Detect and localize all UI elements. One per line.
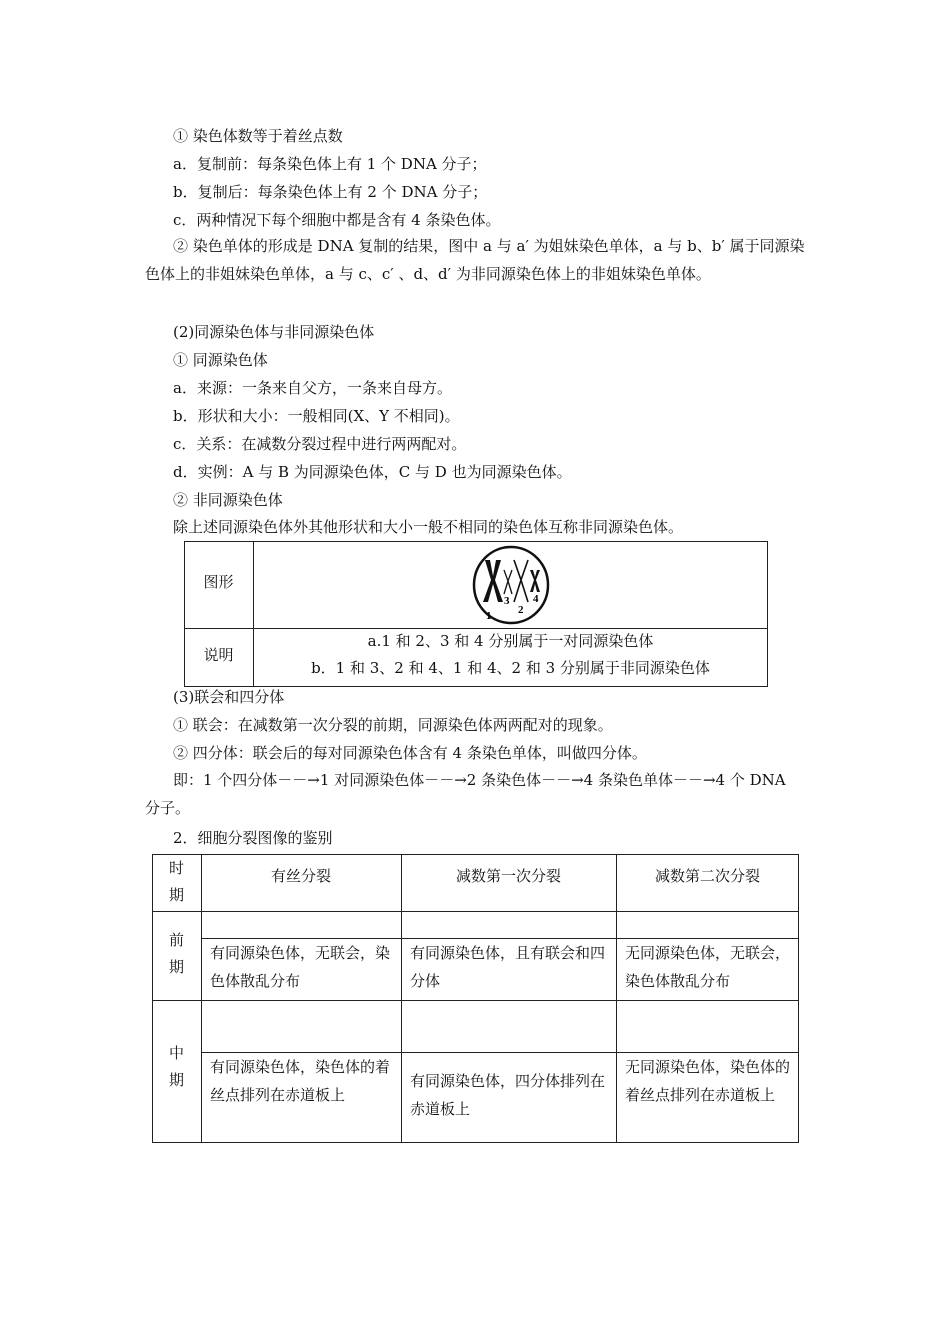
text-line: ① 联会：在减数第一次分裂的前期，同源染色体两两配对的现象。 bbox=[173, 716, 613, 734]
table-cell: 有同源染色体，无联会，染色体散乱分布 bbox=[210, 944, 391, 990]
table-row-label bbox=[152, 1040, 201, 1094]
text-line: ② 四分体：联会后的每对同源染色体含有 4 条染色单体，叫做四分体。 bbox=[173, 744, 647, 762]
row-label-text: 中期 bbox=[168, 1044, 184, 1089]
table-row-label: 图形 bbox=[203, 573, 234, 591]
text-line: c．两种情况下每个细胞中都是含有 4 条染色体。 bbox=[173, 211, 501, 229]
table-cell: 有同源染色体，且有联会和四分体 bbox=[410, 944, 606, 990]
paragraph: 即：1 个四分体－－→1 对同源染色体－－→2 条染色体－－→4 条染色单体－－→4 个 DNA 分子。 bbox=[145, 771, 786, 817]
row-label-text: 前期 bbox=[168, 931, 184, 976]
section-heading: (3)联会和四分体 bbox=[173, 688, 285, 706]
text-line: a．来源：一条来自父方，一条来自母方。 bbox=[173, 379, 452, 397]
figure-label: 3 bbox=[504, 595, 510, 607]
chromosome-figure bbox=[471, 544, 551, 626]
corner-label: 时期 bbox=[168, 859, 184, 904]
table-row-label: 说明 bbox=[203, 646, 234, 664]
table-header: 减数第二次分裂 bbox=[654, 867, 760, 885]
table-cell: 有同源染色体，染色体的着丝点排列在赤道板上 bbox=[210, 1058, 391, 1104]
figure-label: 4 bbox=[533, 593, 539, 605]
table-cell: 有同源染色体，四分体排列在赤道板上 bbox=[410, 1072, 606, 1118]
table-cell: 无同源染色体，染色体的着丝点排列在赤道板上 bbox=[625, 1058, 791, 1104]
table-desc: a.1 和 2、3 和 4 分别属于一对同源染色体 bbox=[367, 632, 654, 650]
text-line: d．实例：A 与 B 为同源染色体，C 与 D 也为同源染色体。 bbox=[173, 463, 572, 481]
section-heading: 2．细胞分裂图像的鉴别 bbox=[173, 829, 333, 847]
table-desc: b．1 和 3、2 和 4、1 和 4、2 和 3 分别属于非同源染色体 bbox=[311, 659, 710, 677]
text-line: ① 同源染色体 bbox=[173, 351, 268, 369]
table-corner bbox=[152, 855, 201, 909]
table-header: 有丝分裂 bbox=[270, 867, 331, 885]
figure-label: 2 bbox=[518, 604, 524, 616]
paragraph: ② 染色单体的形成是 DNA 复制的结果，图中 a 与 a′ 为姐妹染色单体，a 与 b、b′ 属于同源染色体上的非姐妹染色单体，a 与 c、c′ 、d、d′ 为非同源染色体上的非姐妹染色单体。 bbox=[145, 237, 805, 283]
text-line: a．复制前：每条染色体上有 1 个 DNA 分子； bbox=[173, 155, 487, 173]
section-heading: (2)同源染色体与非同源染色体 bbox=[173, 323, 375, 341]
text-line: c．关系：在减数分裂过程中进行两两配对。 bbox=[173, 435, 467, 453]
figure-label: 1 bbox=[486, 610, 492, 622]
text-line: 除上述同源染色体外其他形状和大小一般不相同的染色体互称非同源染色体。 bbox=[173, 518, 684, 536]
text-line: b．复制后：每条染色体上有 2 个 DNA 分子； bbox=[173, 183, 488, 201]
text-line: b．形状和大小：一般相同(X、Y 不相同)。 bbox=[173, 407, 460, 425]
table-header: 减数第一次分裂 bbox=[455, 867, 561, 885]
text-line: ② 非同源染色体 bbox=[173, 491, 283, 509]
text-line: ① 染色体数等于着丝点数 bbox=[173, 127, 343, 145]
table-cell: 无同源染色体，无联会，染色体散乱分布 bbox=[625, 944, 791, 990]
table-row-label bbox=[152, 927, 201, 981]
